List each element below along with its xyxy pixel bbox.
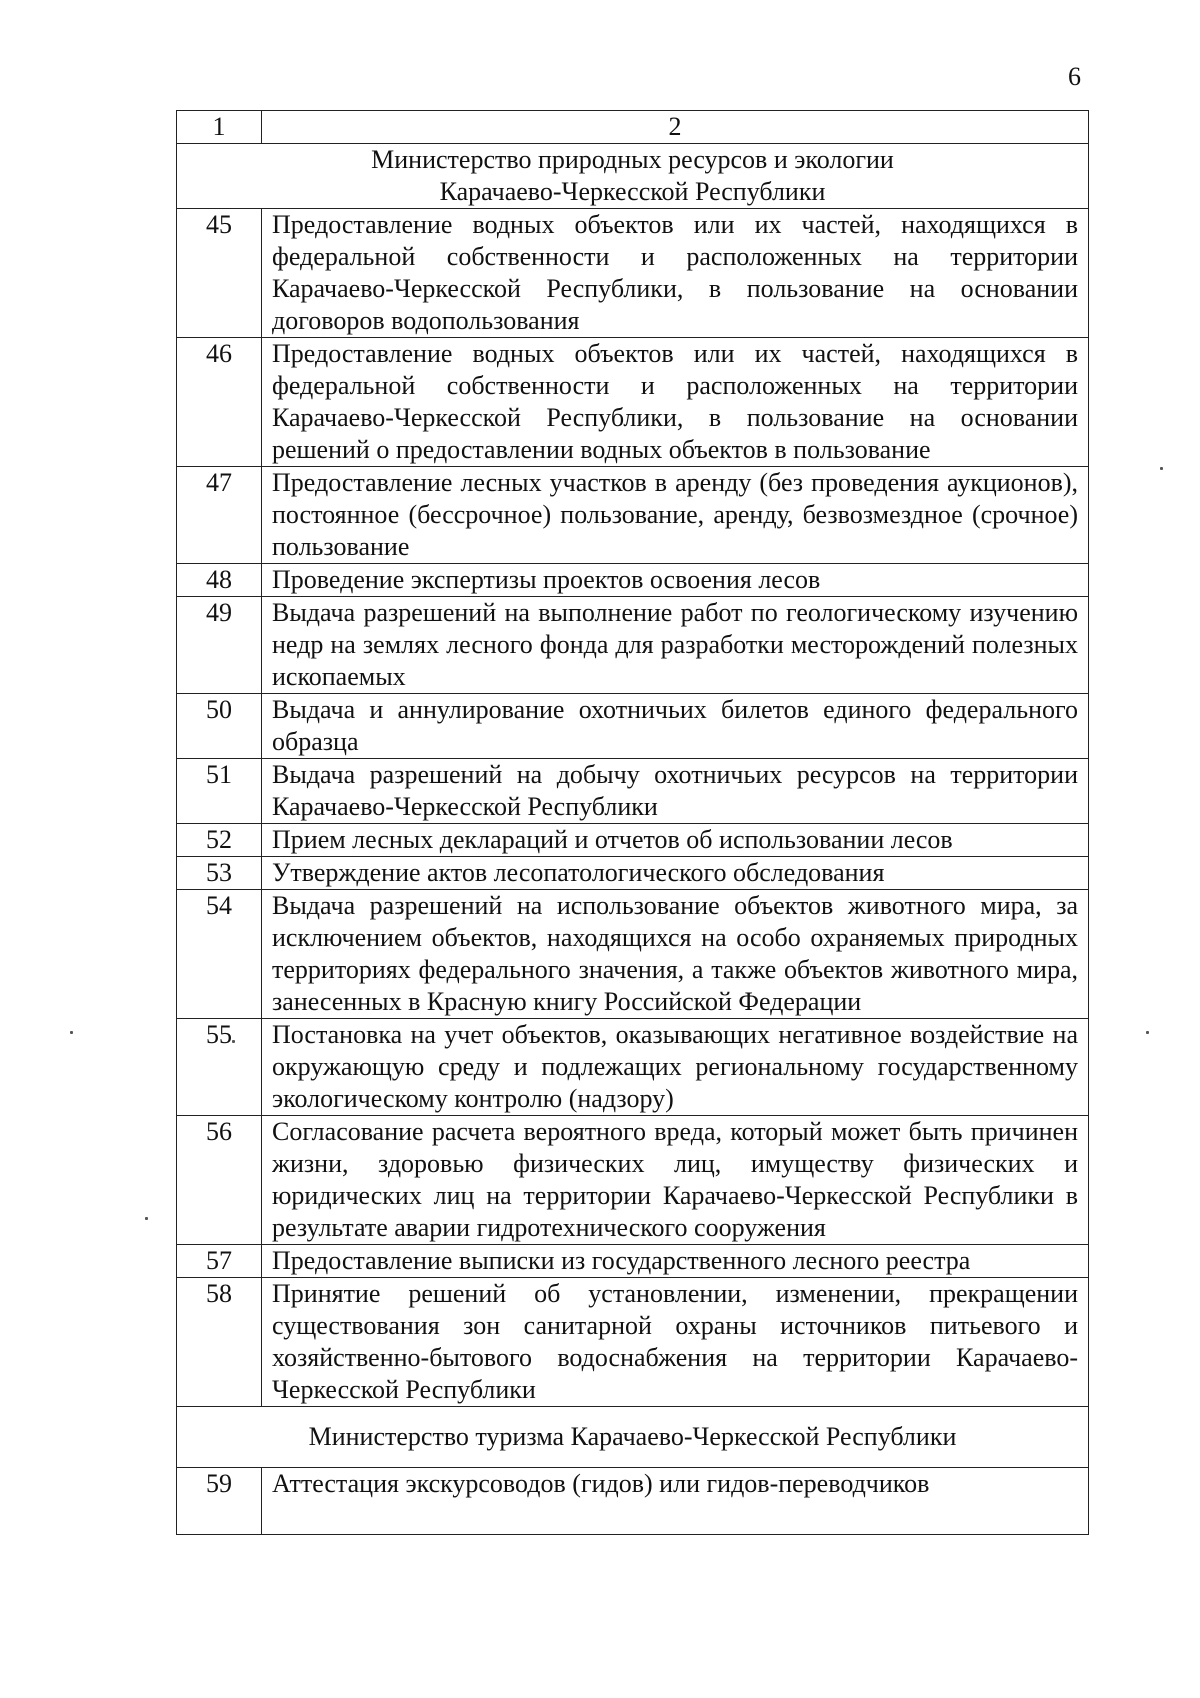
column-number-header: 1 [177, 111, 262, 144]
scan-speck [232, 1040, 235, 1043]
table-row [177, 1278, 1089, 1407]
row-number: 51 [177, 759, 262, 824]
section-header-row [177, 144, 1089, 209]
service-description: Принятие решений об установлении, изменении, прекращении существования зон санитарной охраны источников питьевого и хозяйственно-бытового водоснабжения на территории Карачаево-Черкесской Республики [262, 1278, 1089, 1407]
section-title-line: Карачаево-Черкесской Республики [439, 177, 826, 206]
row-number: 53 [177, 857, 262, 890]
scan-speck [70, 1031, 73, 1034]
table-row [177, 824, 1089, 857]
service-description: Проведение экспертизы проектов освоения лесов [262, 564, 1089, 597]
section-title-line: Министерство природных ресурсов и экологии [371, 145, 894, 174]
row-number: 48 [177, 564, 262, 597]
table-header-row [177, 111, 1089, 144]
service-description: Аттестация экскурсоводов (гидов) или гидов-переводчиков [262, 1468, 1089, 1535]
scan-speck [145, 1217, 148, 1220]
section-title [177, 144, 1089, 209]
table-row [177, 564, 1089, 597]
row-number: 58 [177, 1278, 262, 1407]
table-row [177, 597, 1089, 694]
row-number: 46 [177, 338, 262, 467]
table-row [177, 1468, 1089, 1535]
services-table [176, 110, 1089, 1535]
service-description: Выдача и аннулирование охотничьих билетов единого федерального образца [262, 694, 1089, 759]
section-title [177, 1407, 1089, 1468]
scan-speck [1146, 1031, 1149, 1034]
service-description: Предоставление лесных участков в аренду (без проведения аукционов), постоянное (бессрочное) пользование, аренду, безвозмездное (срочное) пользование [262, 467, 1089, 564]
table-row [177, 209, 1089, 338]
row-number: 54 [177, 890, 262, 1019]
service-description: Выдача разрешений на использование объектов животного мира, за исключением объектов, находящихся на особо охраняемых природных территориях федерального значения, а также объектов животного мира, занесенных в Красную книгу Российской Федерации [262, 890, 1089, 1019]
scan-speck [1160, 467, 1163, 470]
service-description: Предоставление водных объектов или их частей, находящихся в федеральной собственности и расположенных на территории Карачаево-Черкесской Республики, в пользование на основании решений о предоставлении водных объектов в пользование [262, 338, 1089, 467]
table-row [177, 857, 1089, 890]
service-description: Постановка на учет объектов, оказывающих негативное воздействие на окружающую среду и подлежащих региональному государственному экологическому контролю (надзору) [262, 1019, 1089, 1116]
service-description: Выдача разрешений на добычу охотничьих ресурсов на территории Карачаево-Черкесской Республики [262, 759, 1089, 824]
service-description: Предоставление водных объектов или их частей, находящихся в федеральной собственности и расположенных на территории Карачаево-Черкесской Республики, в пользование на основании договоров водопользования [262, 209, 1089, 338]
service-description: Утверждение актов лесопатологического обследования [262, 857, 1089, 890]
section-title-line: Министерство туризма Карачаево-Черкесской Республики [308, 1422, 957, 1451]
service-description: Выдача разрешений на выполнение работ по геологическому изучению недр на землях лесного фонда для разработки месторождений полезных ископаемых [262, 597, 1089, 694]
row-number: 52 [177, 824, 262, 857]
row-number: 55 [177, 1019, 262, 1116]
service-description: Предоставление выписки из государственного лесного реестра [262, 1245, 1089, 1278]
service-description: Согласование расчета вероятного вреда, который может быть причинен жизни, здоровью физических лиц, имуществу физических и юридических лиц на территории Карачаево-Черкесской Республики в результате аварии гидротехнического сооружения [262, 1116, 1089, 1245]
row-number: 57 [177, 1245, 262, 1278]
row-number: 50 [177, 694, 262, 759]
table-row [177, 759, 1089, 824]
table-row [177, 1116, 1089, 1245]
row-number: 45 [177, 209, 262, 338]
table-row [177, 1019, 1089, 1116]
table-row [177, 338, 1089, 467]
section-header-row [177, 1407, 1089, 1468]
table-row [177, 890, 1089, 1019]
row-number: 59 [177, 1468, 262, 1535]
column-service-header: 2 [262, 111, 1089, 144]
row-number: 47 [177, 467, 262, 564]
page-number: 6 [1068, 62, 1081, 91]
table-row [177, 694, 1089, 759]
table-row [177, 467, 1089, 564]
row-number: 56 [177, 1116, 262, 1245]
service-description: Прием лесных деклараций и отчетов об использовании лесов [262, 824, 1089, 857]
row-number: 49 [177, 597, 262, 694]
table-row [177, 1245, 1089, 1278]
